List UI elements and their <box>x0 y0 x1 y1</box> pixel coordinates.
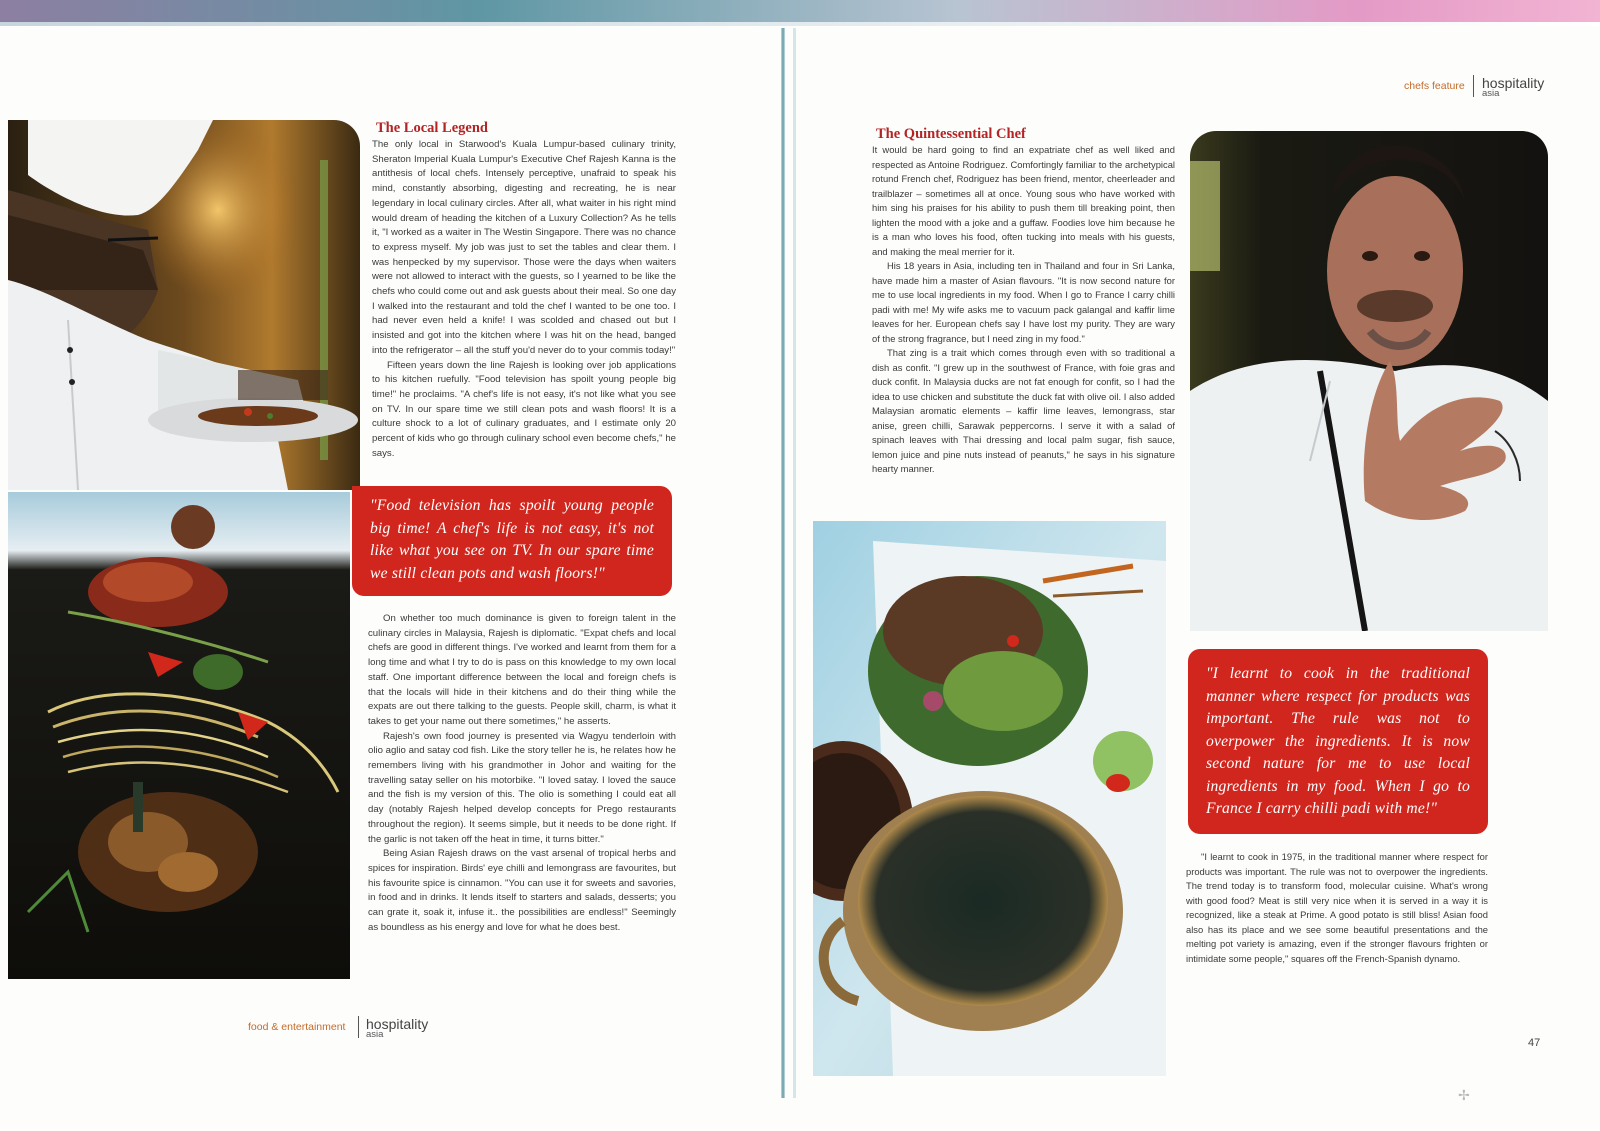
chef-antoine-illustration <box>1190 131 1548 631</box>
article-paragraph: That zing is a trait which comes through even with so traditional a dish as confit. "I grew up in the southwest of France, with foie gras and duck confit. In Malaysia ducks are not fat enough for confit, so I had the idea to use chicken and substitute the duck fat with olive oil. I also added Malaysian aromatic elements – kaffir lime leaves, lemongrass, star anise, green chilli, Sarawak peppercorns. I serve it with a salad of spinach leaves with Thai dressing and local palm sugar, fish sauce, lemon juice and pine nuts instead of peanuts," he says in his signature hearty manner. <box>872 347 1175 474</box>
brand-name: hospitality <box>366 1016 429 1032</box>
brand-subname: asia <box>366 1029 384 1040</box>
local-legend-pull-quote <box>352 486 672 596</box>
quintessential-chef-heading: The Quintessential Chef <box>876 126 1026 142</box>
scan-mark: ✢ <box>1458 1087 1470 1103</box>
article-paragraph: On whether too much dominance is given to foreign talent in the culinary circles in Malaysia, Rajesh is diplomatic. "Expat chefs and local chefs are good in different things. I've worked and learnt from them for a long time and what I try to do is pass on this knowledge to my own local staff. One important difference between the local and foreign chefs is that the locals will hide in their kitchens and do their thing while the expats are out there talking to the guests. People skill, charm, is what it takes to get your name out there sometimes," he asserts. <box>368 613 676 727</box>
header-section-label: chefs feature <box>1404 80 1465 92</box>
pull-quote-text: "I learnt to cook in the traditional manner where respect for products was important. The rule was not to overpower the ingredients. It is now second nature for me to use local ingredients in my food. When I go to France I carry chilli padi with me!" <box>1206 665 1470 817</box>
article-paragraph: Rajesh's own food journey is presented via Wagyu tenderloin with olio aglio and satay cod fish. Like the story teller he is, he relates how he remembers living with his grandmother in Johor and waiting for the travelling satay seller on his motorbike. "I loved satay. I loved the sauce and the fish is my version of this. The olio is something I could eat all day (notably Rajesh helped develop concepts for Prego restaurants throughout the region). It seems simple, but it needs to be done right. If the garlic is not taken off the heat in time, it turns bitter." <box>368 730 676 845</box>
local-legend-heading: The Local Legend <box>376 120 488 136</box>
article-paragraph: The only local in Starwood's Kuala Lumpur-based culinary trinity, Sheraton Imperial Kuala Lumpur's Executive Chef Rajesh Kanna is the antithesis of local chefs. Intensely perceptive, unafraid to speak his mind, constantly absorbing, digesting and recreating, he is near legendary in local culinary circles. After all, what waiter in his right mind would dream of heading the kitchen of a Luxury Collection? As he tells it, "I worked as a waiter in The Westin Singapore. There was no chance to express myself. My job was just to set the tables and clear them. I was henpecked by my supervisor. Those were the days when waiters were not allowed to interact with the guests, so I yearned to be like the chefs who could come out and ask guests about their meal. So one day I walked into the restaurant and told the chef I wanted to be one too. I had never even held a knife! I was scolded and chased out but I insisted and got into the kitchen where I was hit on the head, banged into the refrigerator – all the stuff you'd never do to your commis today!" <box>372 139 676 356</box>
quintessential-chef-intro-text <box>872 143 1175 477</box>
pull-quote-text: "Food television has spoilt young people big time! A chef's life is not easy, it's not like what you see on TV. In our spare time we still clean pots and wash floors!" <box>370 497 654 582</box>
quintessential-chef-pull-quote <box>1188 649 1488 834</box>
article-paragraph: His 18 years in Asia, including ten in Thailand and four in Sri Lanka, have made him a master of Asian flavours. "It is now second nature for me to use local ingredients in my food. When I go to France I carry chilli padi with me! My wife asks me to vacuum pack galangal and kaffir lime leaves for her. European chefs say I have lost my purity. They are wary of the strong fragrance, but I need zing in my food." <box>872 260 1175 344</box>
scan-top-edge <box>0 22 1600 26</box>
header-brand-logo <box>1482 77 1544 98</box>
footer-brand-logo <box>366 1018 428 1039</box>
chicken-confit-dish-photo <box>813 521 1166 1076</box>
local-legend-body-text <box>368 612 676 935</box>
brand-subname: asia <box>1482 88 1500 99</box>
page-spine <box>781 28 785 1098</box>
article-paragraph: Being Asian Rajesh draws on the vast arsenal of tropical herbs and spices for inspiration. Birds' eye chilli and lemongrass are favourites, but his favourite spice is cinnamon. "You can use it for sweets and savories, in food and in drinks. It lends itself to starters and salads, desserts; you can grate it, soak it, infuse it.. the possibilities are endless!" Seemingly as boundless as his energy and love for what he does best. <box>368 848 676 933</box>
page-number: 47 <box>1528 1037 1541 1049</box>
article-paragraph: "I learnt to cook in 1975, in the traditional manner where respect for products was important. The rule was not to overpower the ingredients. The trend today is to transform food, molecular cuisine. What's wrong with good food? Meat is still very nice when it is served in a way it is recognized, like a steak at Prime. A good potato is still bliss! Asian food also has its place and we see some beautiful presentations and the melting pot variety is amazing, even if the stronger flavours frighten or intimidate some people," squares off the French-Spanish dynamo. <box>1186 851 1488 964</box>
chef-rajesh-illustration <box>8 120 360 490</box>
local-legend-intro-text <box>372 138 676 461</box>
wagyu-olio-dish-photo <box>8 492 350 979</box>
brand-name: hospitality <box>1482 75 1545 91</box>
header-divider <box>1473 75 1474 97</box>
article-paragraph: Fifteen years down the line Rajesh is looking over job applications to his kitchen ruefully. "Food television has spoilt young people big time!" he proclaims. "A chef's life is not easy, it's not like what you see on TV. In our spare time we still clean pots and wash floors! It is a culture shock to a lot of culinary graduates, and I estimate only 20 percent of kids who go through culinary school even become chefs," he says. <box>372 359 676 459</box>
chef-antoine-photo <box>1190 131 1548 631</box>
chef-rajesh-photo <box>8 120 360 490</box>
footer-divider <box>358 1016 359 1038</box>
scan-top-color-band <box>0 0 1600 22</box>
quintessential-chef-closing-text <box>1186 850 1488 966</box>
page-spine-shadow <box>793 28 796 1098</box>
chicken-confit-illustration <box>813 521 1166 1076</box>
footer-section-label: food & entertainment <box>248 1021 346 1033</box>
article-paragraph: It would be hard going to find an expatriate chef as well liked and respected as Antoine Rodriguez. Comfortingly familiar to the archetypical rotund French chef, Rodriguez has been friend, mentor, cheerleader and trailblazer – sometimes all at once. Young sous who have worked with him sing his praises for his ability to push them till breaking point, then lighten the mood with a joke and a guffaw. Foodies love him because he is a man who loves his food, often tucking into meals with his guests, and making the meal merrier for it. <box>872 144 1175 257</box>
wagyu-olio-illustration <box>8 492 350 979</box>
